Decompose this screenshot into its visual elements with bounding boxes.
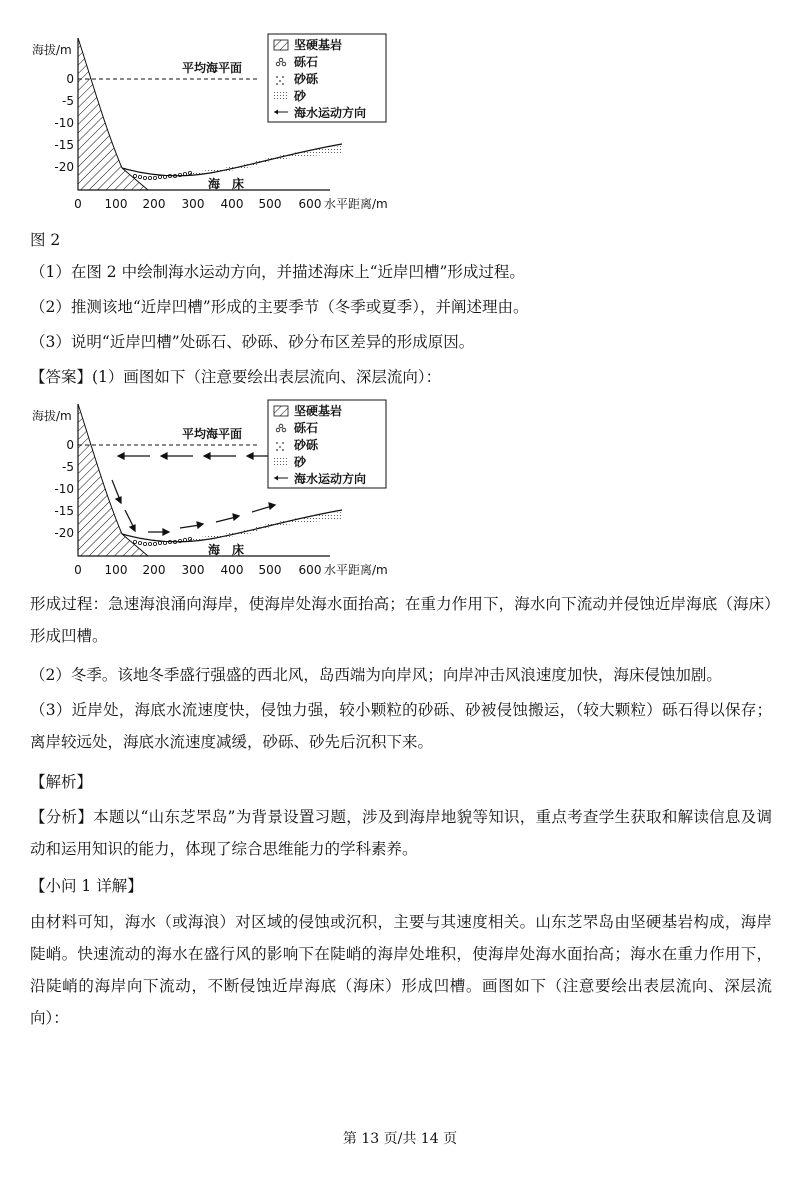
sand-deposit bbox=[255, 512, 342, 530]
legend-label: 砂砾 bbox=[294, 72, 319, 86]
legend-swatch-bedrock bbox=[274, 40, 288, 50]
legend-swatch-bedrock bbox=[274, 406, 288, 416]
page-footer: 第 13 页/共 14 页 bbox=[342, 1131, 458, 1147]
bedrock-area bbox=[78, 404, 148, 556]
legend-label: 砾石 bbox=[294, 421, 319, 435]
x-tick: 500 bbox=[258, 563, 282, 577]
x-ticks bbox=[74, 563, 321, 577]
sub1-heading: 【小问 1 详解】 bbox=[30, 877, 143, 895]
x-tick: 0 bbox=[74, 197, 82, 211]
y-tick: -5 bbox=[62, 460, 74, 474]
legend-label: 坚硬基岩 bbox=[294, 404, 343, 418]
seabed-profile bbox=[122, 144, 342, 176]
analysis-text: 【分析】本题以“山东芝罘岛”为背景设置习题，涉及到海岸地貌等知识，重点考查学生获取和解读信息及调动和运用知识的能力，体现了综合思维能力的学科素养。 bbox=[30, 808, 772, 858]
figure-caption: 图 2 bbox=[30, 231, 61, 249]
y-axis-label: 海拔/m bbox=[32, 409, 72, 423]
answer-heading: 【答案】(1）画图如下（注意要绘出表层流向、深层流向）： bbox=[30, 368, 442, 386]
y-tick: -10 bbox=[54, 116, 74, 130]
y-tick: 0 bbox=[66, 438, 74, 452]
y-ticks bbox=[54, 438, 74, 540]
y-tick: 0 bbox=[66, 72, 74, 86]
bedrock-area bbox=[78, 38, 148, 190]
x-tick: 600 bbox=[298, 197, 322, 211]
y-tick: -20 bbox=[54, 160, 74, 174]
y-tick: -5 bbox=[62, 94, 74, 108]
y-tick: -10 bbox=[54, 482, 74, 496]
y-tick: -20 bbox=[54, 526, 74, 540]
legend-swatch-sand bbox=[274, 457, 288, 466]
answer-2-text: （2）冬季。该地冬季盛行强盛的西北风，岛西端为向岸风；向岸冲击风浪速度加快，海床侵蚀加剧。 bbox=[30, 666, 722, 684]
y-axis-label: 海拔/m bbox=[32, 43, 72, 57]
x-tick: 100 bbox=[104, 563, 128, 577]
x-tick: 300 bbox=[181, 563, 205, 577]
gravel-sand-deposit bbox=[190, 162, 258, 176]
y-ticks bbox=[54, 72, 74, 174]
surface-flow-arrows bbox=[118, 453, 270, 459]
answer-1-text: 形成过程：急速海浪涌向海岸，使海岸处海水面抬高；在重力作用下，海水向下流动并侵蚀近岸海底（海床）形成凹槽。 bbox=[30, 595, 772, 645]
question-3: （3）说明“近岸凹槽”处砾石、砂砾、砂分布区差异的形成原因。 bbox=[30, 333, 475, 351]
y-tick: -15 bbox=[54, 504, 74, 518]
x-tick: 500 bbox=[258, 197, 282, 211]
sub1-text: 由材料可知，海水（或海浪）对区域的侵蚀或沉积，主要与其速度相关。山东芝罘岛由坚硬基岩构成，海岸陡峭。快速流动的海水在盛行风的影响下在陡峭的海岸处堆积，使海岸处海水面抬高；海水在重力作用下，沿陡峭的海岸向下流动，不断侵蚀近岸海底（海床）形成凹槽。画图如下（注意要绘出表层流向、深层流向）： bbox=[30, 913, 772, 1027]
x-axis-label: 水平距离/m bbox=[324, 563, 388, 577]
sand-deposit bbox=[255, 146, 342, 164]
y-tick: -15 bbox=[54, 138, 74, 152]
legend-label: 砂 bbox=[294, 89, 307, 103]
x-ticks bbox=[74, 197, 321, 211]
figure-2-answer-profile bbox=[30, 394, 400, 582]
seabed-profile bbox=[122, 510, 342, 542]
legend-swatch-sand bbox=[274, 91, 288, 100]
legend-label: 砾石 bbox=[294, 55, 319, 69]
analysis-heading: 【解析】 bbox=[30, 773, 93, 791]
seabed-label: 海 床 bbox=[208, 177, 245, 191]
legend-label: 坚硬基岩 bbox=[294, 38, 343, 52]
legend bbox=[268, 400, 386, 488]
question-1: （1）在图 2 中绘制海水运动方向，并描述海床上“近岸凹槽”形成过程。 bbox=[30, 263, 525, 281]
x-tick: 400 bbox=[220, 563, 244, 577]
legend-label: 砂砾 bbox=[294, 438, 319, 452]
x-tick: 0 bbox=[74, 563, 82, 577]
gravel-sand-deposit bbox=[190, 528, 258, 542]
legend bbox=[268, 34, 386, 122]
figure-1-profile bbox=[30, 28, 400, 216]
x-tick: 400 bbox=[220, 197, 244, 211]
x-tick: 100 bbox=[104, 197, 128, 211]
question-2: （2）推测该地“近岸凹槽”形成的主要季节（冬季或夏季），并阐述理由。 bbox=[30, 298, 529, 316]
answer-3-text: （3）近岸处，海底水流速度快，侵蚀力强，较小颗粒的砂砾、砂被侵蚀搬运，（较大颗粒）砾石得以保存；离岸较远处，海底水流速度减缓，砂砾、砂先后沉积下来。 bbox=[30, 701, 772, 751]
x-tick: 600 bbox=[298, 563, 322, 577]
seabed-label: 海 床 bbox=[208, 543, 245, 557]
x-axis-label: 水平距离/m bbox=[324, 197, 388, 211]
legend-label: 海水运动方向 bbox=[294, 106, 367, 120]
sea-level-label: 平均海平面 bbox=[182, 61, 243, 75]
x-tick: 200 bbox=[142, 563, 166, 577]
sea-level-label: 平均海平面 bbox=[182, 427, 243, 441]
legend-label: 海水运动方向 bbox=[294, 472, 367, 486]
x-tick: 300 bbox=[181, 197, 205, 211]
x-tick: 200 bbox=[142, 197, 166, 211]
legend-label: 砂 bbox=[294, 455, 307, 469]
deep-flow-arrows bbox=[112, 480, 275, 535]
